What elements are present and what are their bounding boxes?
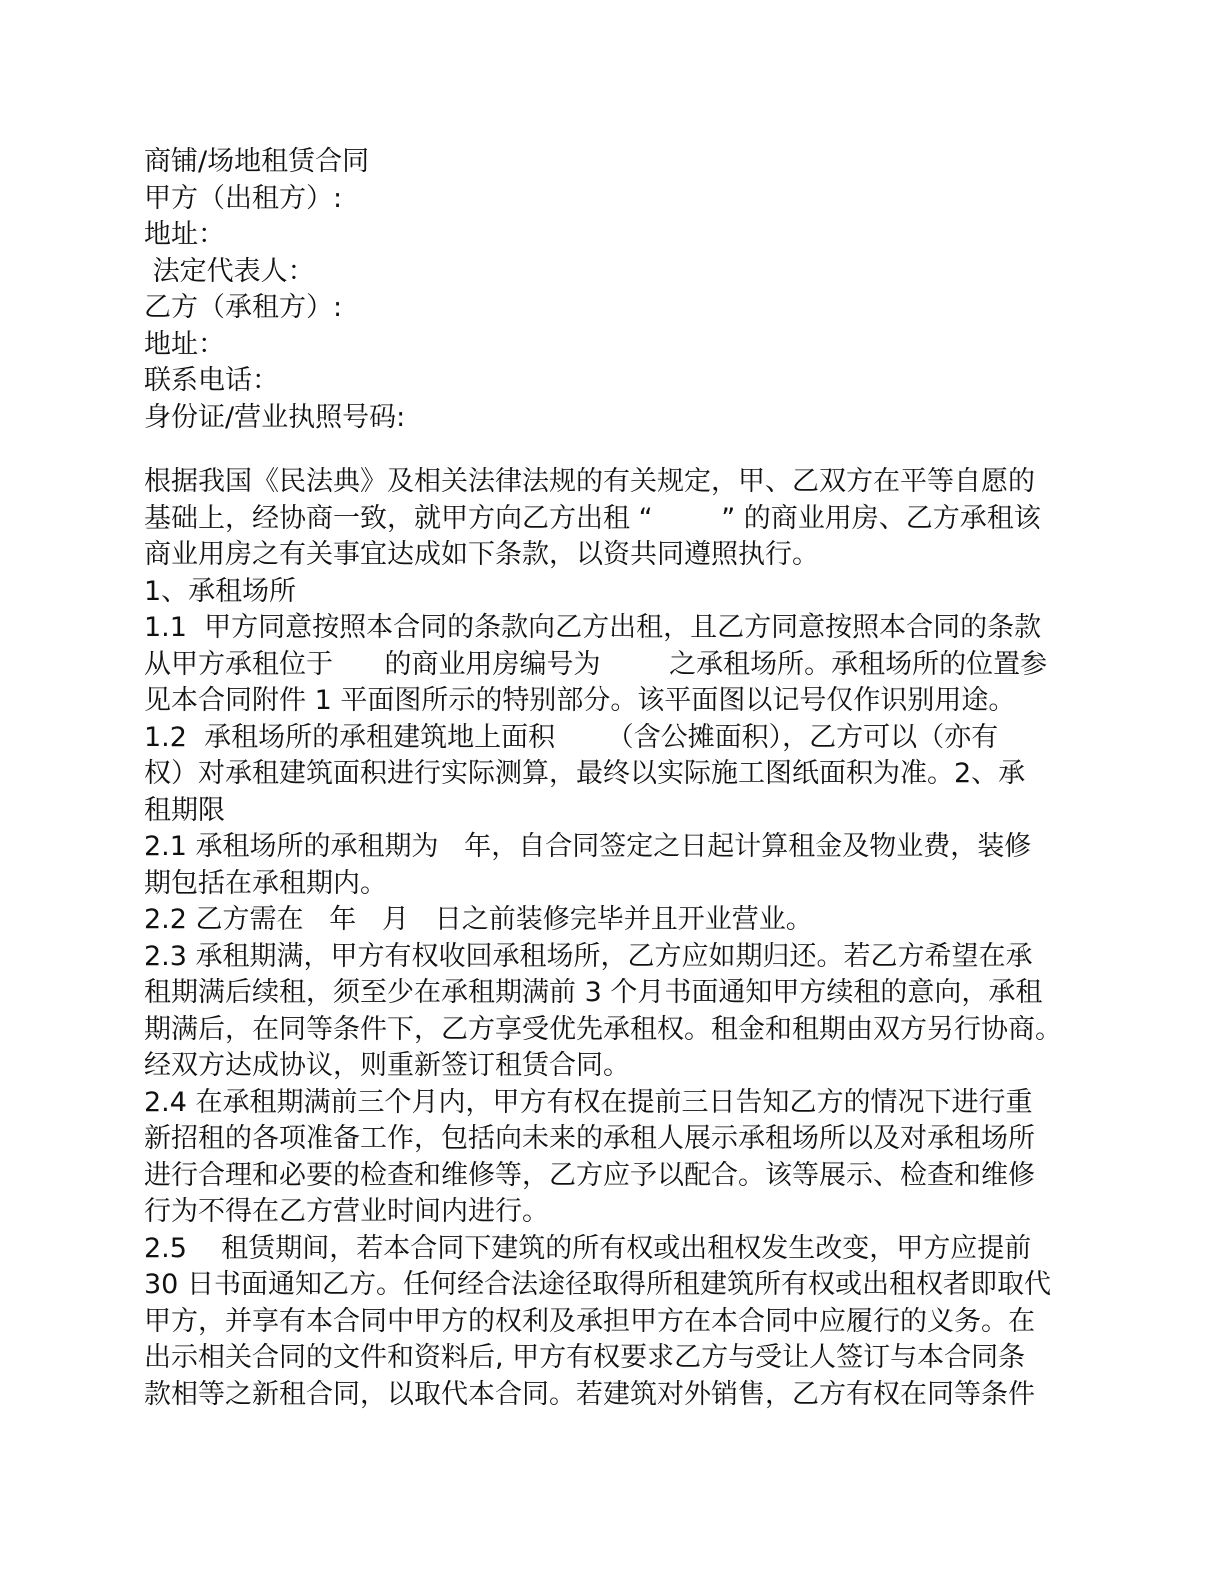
party-a-label: 甲方（出租方）:	[144, 182, 343, 214]
body-line: 款相等之新租合同，以取代本合同。若建筑对外销售，乙方有权在同等条件	[144, 1378, 1035, 1410]
body-line: 出示相关合同的文件和资料后, 甲方有权要求乙方与受让人签订与本合同条	[144, 1342, 1026, 1373]
party-b-label: 乙方（承租方）:	[144, 292, 343, 323]
body-line: 商业用房之有关事宜达成如下条款，以资共同遵照执行。	[144, 539, 819, 570]
legal-representative-label: 法定代表人：	[144, 255, 315, 287]
document-title: 商铺/场地租赁合同	[144, 146, 370, 177]
body-line: 2.1 承租场所的承租期为 年，自合同签定之日起计算租金及物业费，装修	[144, 831, 1032, 862]
body-line: 行为不得在乙方营业时间内进行。	[144, 1196, 549, 1227]
body-line: 2.4 在承租期满前三个月内，甲方有权在提前三日告知乙方的情况下进行重	[144, 1086, 1033, 1118]
body-line: 1.2 承租场所的承租建筑地上面积 （含公摊面积），乙方可以（亦有	[144, 721, 999, 753]
contract-body	[144, 464, 1080, 1413]
party-b-address-label: 地址：	[144, 328, 225, 360]
contact-phone-label: 联系电话：	[144, 365, 279, 396]
body-line: 1.1 甲方同意按照本合同的条款向乙方出租，且乙方同意按照本合同的条款	[144, 612, 1042, 643]
body-line: 权）对承租建筑面积进行实际测算，最终以实际施工图纸面积为准。2、承	[144, 758, 1026, 789]
document-page	[144, 144, 1080, 1413]
body-line: 根据我国《民法典》及相关法律法规的有关规定，甲、乙双方在平等自愿的	[144, 466, 1035, 497]
body-line: 2.5 租赁期间，若本合同下建筑的所有权或出租权发生改变，甲方应提前	[144, 1232, 1032, 1264]
section-heading: 1、承租场所	[144, 575, 297, 607]
body-line: 30 日书面通知乙方。任何经合法途径取得所租建筑所有权或出租权者即取代	[144, 1269, 1051, 1300]
id-license-number-label: 身份证/营业执照号码:	[144, 401, 406, 433]
body-line: 从甲方承租位于 的商业用房编号为 之承租场所。承租场所的位置参	[144, 648, 1048, 680]
body-line: 经双方达成协议，则重新签订租赁合同。	[144, 1050, 630, 1081]
section-spacer	[144, 436, 1080, 464]
party-a-address-label: 地址：	[144, 219, 225, 250]
body-line: 甲方，并享有本合同中甲方的权利及承担甲方在本合同中应履行的义务。在	[144, 1305, 1035, 1337]
body-line: 见本合同附件 1 平面图所示的特别部分。该平面图以记号仅作识别用途。	[144, 685, 1016, 716]
body-line: 2.3 承租期满，甲方有权收回承租场所，乙方应如期归还。若乙方希望在承	[144, 940, 1033, 972]
body-line: 新招租的各项准备工作，包括向未来的承租人展示承租场所以及对承租场所	[144, 1123, 1035, 1154]
body-line: 期满后，在同等条件下，乙方享受优先承租权。租金和租期由双方另行协商。	[144, 1013, 1062, 1045]
body-line: 基础上，经协商一致，就甲方向乙方出租 “ ” 的商业用房、乙方承租该	[144, 502, 1041, 534]
body-line: 2.2 乙方需在 年 月 日之前装修完毕并且开业营业。	[144, 904, 813, 935]
contract-header	[144, 144, 1080, 436]
body-line: 期包括在承租期内。	[144, 867, 387, 899]
body-line: 租期满后续租，须至少在承租期满前 3 个月书面通知甲方续租的意向，承租	[144, 977, 1043, 1008]
body-line: 租期限	[144, 794, 225, 826]
body-line: 进行合理和必要的检查和维修等，乙方应予以配合。该等展示、检查和维修	[144, 1159, 1035, 1191]
